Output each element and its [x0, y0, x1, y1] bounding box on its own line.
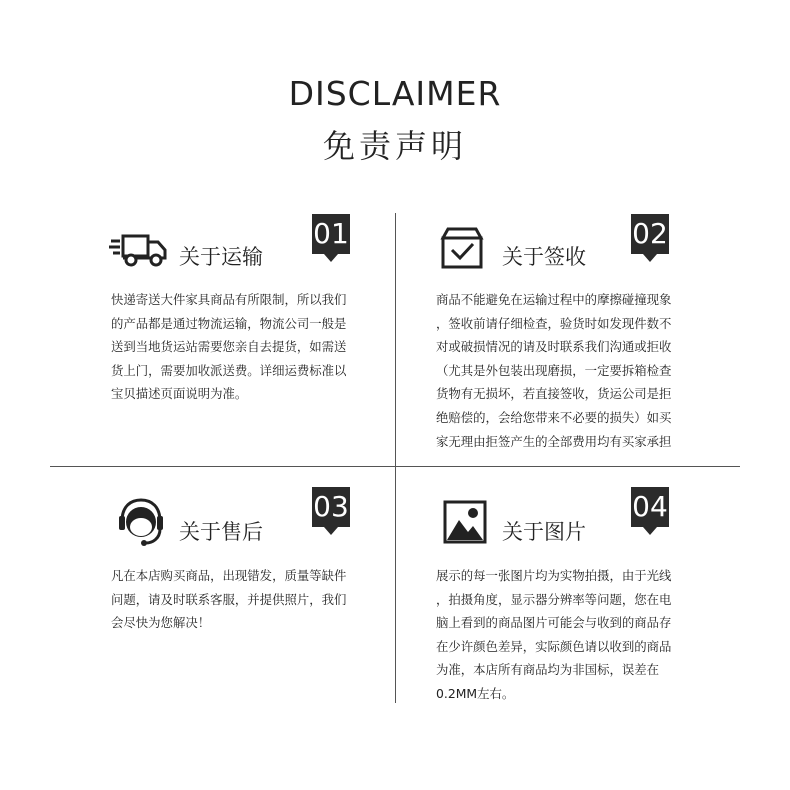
headset-icon [118, 497, 164, 549]
section-body-shipping: 快递寄送大件家具商品有所限制，所以我们 的产品都是通过物流运输，物流公司一般是 送到当地货运站需要您亲自去提货，如需送 货上门，需要加收派送费。详细运费标准以 宝贝描述页面说明为准。 [111, 292, 347, 402]
section-body-after-sales: 凡在本店购买商品，出现错发，质量等缺件 问题，请及时联系客服，并提供照片，我们 会尽快为您解决！ [111, 568, 347, 631]
section-number-badge: 04 [631, 487, 669, 527]
section-title-receipt: 关于签收 [502, 245, 586, 269]
vertical-divider [395, 213, 396, 703]
checkbox-icon [440, 226, 484, 270]
page-title-cn: 免责声明 [322, 127, 467, 165]
truck-icon [109, 232, 169, 268]
section-number-badge: 01 [312, 214, 350, 254]
section-body-receipt: 商品不能避免在运输过程中的摩擦碰撞现象 ，签收前请仔细检查，验货时如发现件数不 对或破损情况的请及时联系我们沟通或拒收 （尤其是外包装出现磨损，一定要拆箱检查 货物有无损坏，若直接签收，货运公司是拒 绝赔偿的，会给您带来不必要的损失）如买 家无理由拒签产生的全部费用均有买家承担 [436, 292, 672, 449]
page-title-en: DISCLAIMER [288, 74, 502, 113]
image-icon [443, 500, 487, 544]
section-number-badge: 03 [312, 487, 350, 527]
horizontal-divider [50, 466, 740, 467]
section-title-pictures: 关于图片 [502, 520, 586, 544]
section-number-badge: 02 [631, 214, 669, 254]
section-title-after-sales: 关于售后 [179, 520, 263, 544]
section-title-shipping: 关于运输 [179, 245, 263, 269]
section-body-pictures: 展示的每一张图片均为实物拍摄，由于光线 ，拍摄角度，显示器分辨率等问题，您在电 脑上看到的商品图片可能会与收到的商品存 在少许颜色差异，实际颜色请以收到的商品 为准，本店所有商品均为非国标，误差在 0.2MM左右。 [436, 568, 672, 701]
